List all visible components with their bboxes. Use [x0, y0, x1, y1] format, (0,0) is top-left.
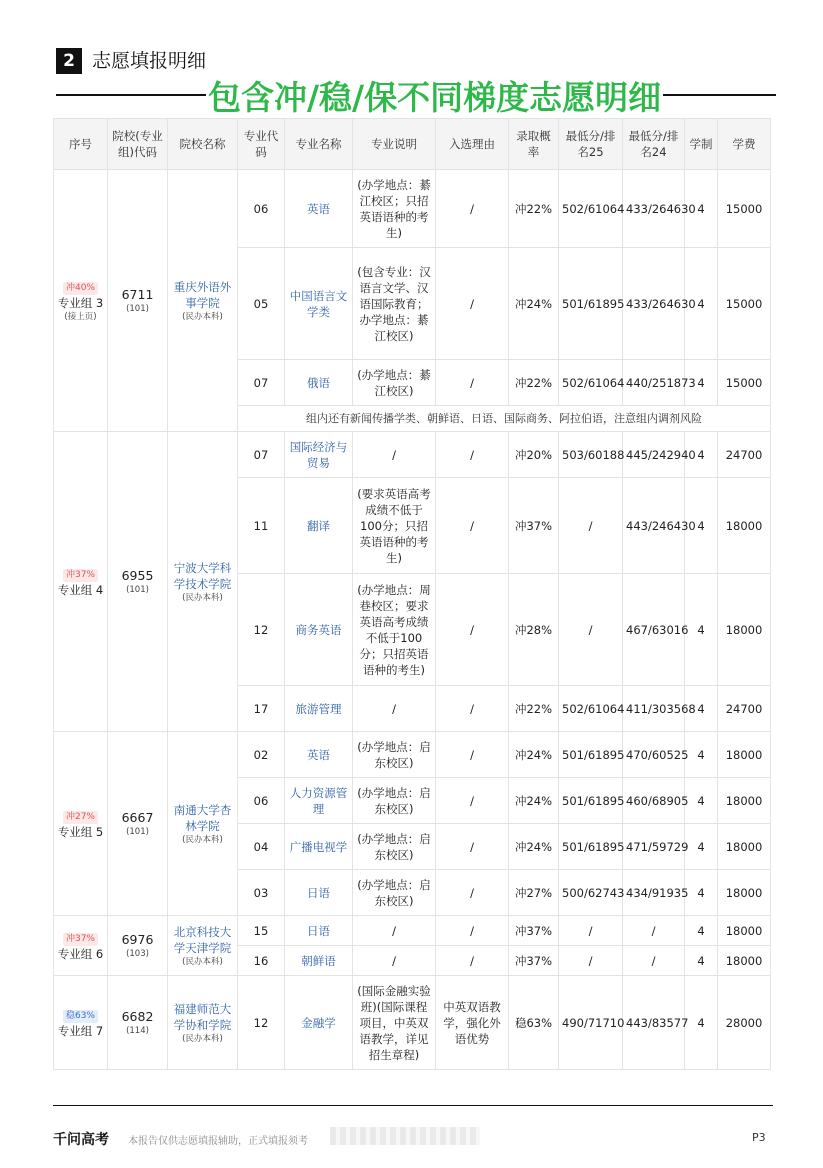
tuition-fee: 18000 — [718, 946, 771, 976]
major-desc: (包含专业：汉语言文学、汉语国际教育；办学地点：綦江校区) — [353, 248, 436, 360]
study-years: 4 — [685, 432, 718, 478]
major-name: 日语 — [285, 870, 353, 916]
admission-probability: 冲22% — [509, 170, 559, 248]
table-row — [54, 732, 771, 778]
major-desc: (办学地点：启东校区) — [353, 778, 436, 824]
min-score-25: 490/71710 — [559, 976, 623, 1070]
major-desc: / — [353, 686, 436, 732]
probability-tag: 冲37% — [63, 933, 98, 946]
tuition-fee: 28000 — [718, 976, 771, 1070]
major-name: 金融学 — [285, 976, 353, 1070]
table-row — [54, 170, 771, 248]
school-code-sub: (101) — [126, 826, 149, 837]
tuition-fee: 18000 — [718, 478, 771, 574]
study-years: 4 — [685, 824, 718, 870]
group-seq: 专业组 7 — [57, 1024, 104, 1038]
major-name: 商务英语 — [285, 574, 353, 686]
tuition-fee: 15000 — [718, 248, 771, 360]
school-code-cell — [108, 976, 168, 1070]
min-score-24: 445/242940 — [623, 432, 685, 478]
admission-probability: 冲37% — [509, 916, 559, 946]
major-desc: (办学地点：綦江校区；只招英语语种的考生) — [353, 170, 436, 248]
table-row — [54, 916, 771, 946]
major-name: 广播电视学 — [285, 824, 353, 870]
min-score-25: 501/61895 — [559, 824, 623, 870]
major-name: 翻译 — [285, 478, 353, 574]
probability-tag: 冲37% — [63, 569, 98, 582]
min-score-25: / — [559, 916, 623, 946]
selection-reason: / — [436, 432, 509, 478]
study-years: 4 — [685, 686, 718, 732]
column-header: 院校名称 — [168, 119, 238, 170]
major-desc: (要求英语高考成绩不低于100分；只招英语语种的考生) — [353, 478, 436, 574]
school-name-cell — [168, 432, 238, 732]
min-score-24: 471/59729 — [623, 824, 685, 870]
major-name: 中国语言文学类 — [285, 248, 353, 360]
school-code-cell — [108, 916, 168, 976]
tuition-fee: 18000 — [718, 732, 771, 778]
school-code-sub: (101) — [126, 584, 149, 595]
group-seq-cell — [54, 976, 108, 1070]
section-title: 志愿填报明细 — [92, 50, 207, 72]
major-code: 12 — [238, 976, 285, 1070]
min-score-24: 440/251873 — [623, 360, 685, 406]
school-code-cell — [108, 732, 168, 916]
table-row — [54, 976, 771, 1070]
table-header-row — [54, 119, 771, 170]
selection-reason: / — [436, 870, 509, 916]
min-score-25: 500/62743 — [559, 870, 623, 916]
study-years: 4 — [685, 976, 718, 1070]
tuition-fee: 24700 — [718, 686, 771, 732]
tuition-fee: 24700 — [718, 432, 771, 478]
group-seq: 专业组 4 — [57, 583, 104, 597]
admission-probability: 冲24% — [509, 732, 559, 778]
table-row — [54, 432, 771, 478]
column-header: 学费 — [718, 119, 771, 170]
min-score-24: 443/246430 — [623, 478, 685, 574]
footer-brand: 千问高考 — [53, 1132, 109, 1148]
study-years: 4 — [685, 478, 718, 574]
major-name: 旅游管理 — [285, 686, 353, 732]
min-score-25: 503/60188 — [559, 432, 623, 478]
probability-tag: 冲27% — [63, 811, 98, 824]
school-type: (民办本科) — [182, 956, 223, 967]
major-name: 日语 — [285, 916, 353, 946]
tuition-fee: 18000 — [718, 824, 771, 870]
selection-reason: / — [436, 574, 509, 686]
major-code: 03 — [238, 870, 285, 916]
school-code-sub: (101) — [126, 303, 149, 314]
tuition-fee: 18000 — [718, 574, 771, 686]
study-years: 4 — [685, 248, 718, 360]
admission-probability: 冲37% — [509, 946, 559, 976]
admission-probability: 冲28% — [509, 574, 559, 686]
min-score-25: 501/61895 — [559, 248, 623, 360]
min-score-25: / — [559, 946, 623, 976]
major-name: 国际经济与贸易 — [285, 432, 353, 478]
section-header — [56, 44, 776, 124]
min-score-24: 460/68905 — [623, 778, 685, 824]
min-score-24: 433/264630 — [623, 170, 685, 248]
group-seq-cell — [54, 916, 108, 976]
major-name: 英语 — [285, 170, 353, 248]
major-code: 02 — [238, 732, 285, 778]
selection-reason: / — [436, 778, 509, 824]
school-name: 福建师范大学协和学院 — [173, 1001, 232, 1032]
major-desc: (国际金融实验班)(国际课程项目，中英双语教学，详见招生章程) — [353, 976, 436, 1070]
school-code-sub: (103) — [126, 948, 149, 959]
group-seq-note: (接上页) — [64, 312, 97, 322]
page-number: P3 — [752, 1131, 766, 1144]
study-years: 4 — [685, 778, 718, 824]
column-header: 录取概率 — [509, 119, 559, 170]
school-code: 6955 — [121, 567, 154, 583]
major-desc: (办学地点：綦江校区) — [353, 360, 436, 406]
min-score-25: 502/61064 — [559, 360, 623, 406]
footer-disclaimer: 本报告仅供志愿填报辅助，正式填报须考 — [128, 1136, 308, 1147]
study-years: 4 — [685, 870, 718, 916]
major-name: 朝鲜语 — [285, 946, 353, 976]
major-name: 人力资源管理 — [285, 778, 353, 824]
column-header: 专业名称 — [285, 119, 353, 170]
school-name: 北京科技大学天津学院 — [173, 924, 232, 955]
tuition-fee: 18000 — [718, 916, 771, 946]
admission-probability: 冲20% — [509, 432, 559, 478]
min-score-24: / — [623, 946, 685, 976]
school-name-cell — [168, 170, 238, 432]
school-name: 重庆外语外事学院 — [173, 279, 232, 310]
major-name: 英语 — [285, 732, 353, 778]
min-score-24: / — [623, 916, 685, 946]
study-years: 4 — [685, 916, 718, 946]
study-years: 4 — [685, 574, 718, 686]
min-score-24: 443/83577 — [623, 976, 685, 1070]
group-seq: 专业组 3 — [57, 296, 104, 310]
selection-reason: / — [436, 946, 509, 976]
column-header: 院校(专业组)代码 — [108, 119, 168, 170]
study-years: 4 — [685, 732, 718, 778]
min-score-24: 411/303568 — [623, 686, 685, 732]
header-rule-left — [56, 94, 206, 96]
column-header: 入选理由 — [436, 119, 509, 170]
selection-reason: / — [436, 360, 509, 406]
major-desc: (办学地点：启东校区) — [353, 732, 436, 778]
min-score-25: 501/61895 — [559, 732, 623, 778]
admission-probability: 冲24% — [509, 824, 559, 870]
major-code: 11 — [238, 478, 285, 574]
group-seq: 专业组 5 — [57, 825, 104, 839]
major-desc: / — [353, 432, 436, 478]
major-code: 04 — [238, 824, 285, 870]
major-code: 07 — [238, 360, 285, 406]
group-seq-cell — [54, 732, 108, 916]
group-note: 组内还有新闻传播学类、朝鲜语、日语、国际商务、阿拉伯语，注意组内调剂风险 — [238, 406, 771, 432]
group-seq-cell — [54, 170, 108, 432]
school-code-sub: (114) — [126, 1025, 149, 1036]
probability-tag: 稳63% — [63, 1010, 98, 1023]
school-type: (民办本科) — [182, 311, 223, 322]
school-code-cell — [108, 170, 168, 432]
school-name-cell — [168, 732, 238, 916]
major-code: 05 — [238, 248, 285, 360]
major-code: 07 — [238, 432, 285, 478]
admission-probability: 冲22% — [509, 686, 559, 732]
selection-reason: / — [436, 916, 509, 946]
group-seq: 专业组 6 — [57, 947, 104, 961]
selection-reason: / — [436, 478, 509, 574]
school-name: 南通大学杏林学院 — [173, 802, 232, 833]
green-banner: 包含冲/稳/保不同梯度志愿明细 — [206, 72, 663, 119]
study-years: 4 — [685, 946, 718, 976]
major-desc: (办学地点：启东校区) — [353, 870, 436, 916]
major-desc: (办学地点：周巷校区；要求英语高考成绩不低于100分；只招英语语种的考生) — [353, 574, 436, 686]
study-years: 4 — [685, 360, 718, 406]
selection-reason: / — [436, 170, 509, 248]
admission-probability: 冲27% — [509, 870, 559, 916]
probability-tag: 冲40% — [63, 282, 98, 295]
column-header: 最低分/排名24 — [623, 119, 685, 170]
tuition-fee: 15000 — [718, 360, 771, 406]
admission-probability: 冲37% — [509, 478, 559, 574]
column-header: 学制 — [685, 119, 718, 170]
school-code-cell — [108, 432, 168, 732]
selection-reason: / — [436, 732, 509, 778]
school-code: 6711 — [121, 286, 154, 302]
min-score-25: 502/61064 — [559, 170, 623, 248]
major-code: 06 — [238, 170, 285, 248]
tuition-fee: 18000 — [718, 870, 771, 916]
table-body — [54, 170, 771, 1070]
min-score-24: 470/60525 — [623, 732, 685, 778]
section-number: 2 — [56, 48, 82, 74]
blurred-text — [330, 1127, 480, 1145]
major-code: 15 — [238, 916, 285, 946]
tuition-fee: 18000 — [718, 778, 771, 824]
selection-reason: / — [436, 248, 509, 360]
group-seq-cell — [54, 432, 108, 732]
min-score-25: 501/61895 — [559, 778, 623, 824]
column-header: 专业说明 — [353, 119, 436, 170]
school-type: (民办本科) — [182, 592, 223, 603]
major-code: 16 — [238, 946, 285, 976]
column-header: 专业代码 — [238, 119, 285, 170]
admission-probability: 冲22% — [509, 360, 559, 406]
major-code: 06 — [238, 778, 285, 824]
min-score-24: 434/91935 — [623, 870, 685, 916]
study-years: 4 — [685, 170, 718, 248]
school-code: 6682 — [121, 1008, 154, 1024]
column-header: 最低分/排名25 — [559, 119, 623, 170]
min-score-25: / — [559, 478, 623, 574]
column-header: 序号 — [54, 119, 108, 170]
school-name-cell — [168, 976, 238, 1070]
school-type: (民办本科) — [182, 834, 223, 845]
admission-probability: 冲24% — [509, 248, 559, 360]
school-code: 6667 — [121, 809, 154, 825]
school-type: (民办本科) — [182, 1033, 223, 1044]
min-score-24: 467/63016 — [623, 574, 685, 686]
selection-reason: / — [436, 824, 509, 870]
major-code: 12 — [238, 574, 285, 686]
volunteer-table — [53, 118, 771, 1070]
admission-probability: 稳63% — [509, 976, 559, 1070]
major-desc: / — [353, 946, 436, 976]
tuition-fee: 15000 — [718, 170, 771, 248]
selection-reason: / — [436, 686, 509, 732]
admission-probability: 冲24% — [509, 778, 559, 824]
selection-reason: 中英双语教学，强化外语优势 — [436, 976, 509, 1070]
major-desc: / — [353, 916, 436, 946]
major-desc: (办学地点：启东校区) — [353, 824, 436, 870]
school-name: 宁波大学科学技术学院 — [173, 560, 232, 591]
min-score-25: 502/61064 — [559, 686, 623, 732]
major-code: 17 — [238, 686, 285, 732]
footer-rule — [53, 1105, 773, 1106]
min-score-25: / — [559, 574, 623, 686]
school-name-cell — [168, 916, 238, 976]
school-code: 6976 — [121, 931, 154, 947]
major-name: 俄语 — [285, 360, 353, 406]
min-score-24: 433/264630 — [623, 248, 685, 360]
